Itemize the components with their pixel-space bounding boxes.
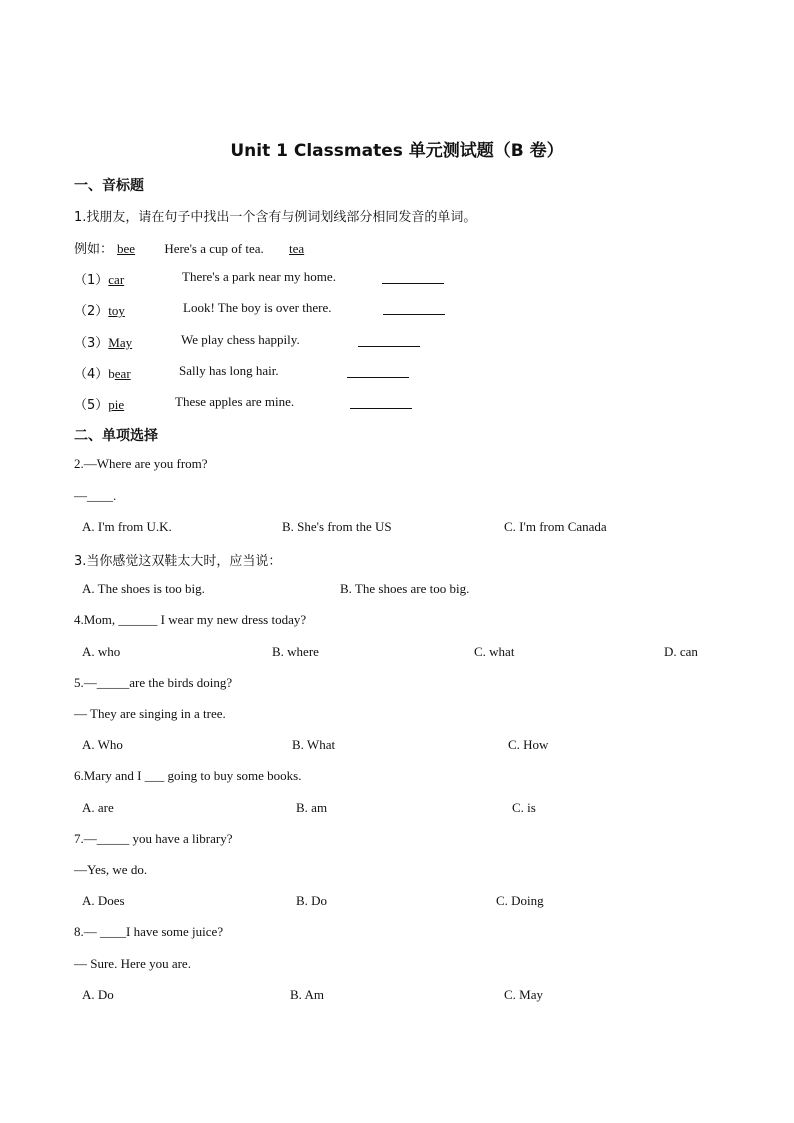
phonics-item-2 — [74, 300, 125, 319]
page-title: Unit 1 Classmates 单元测试题（B 卷） — [230, 141, 564, 161]
question-7-stem: 7.—_____ you have a library? — [74, 831, 233, 846]
question-7-line2: —Yes, we do. — [74, 862, 148, 877]
answer-blank[interactable] — [347, 365, 409, 378]
example-word: bee — [117, 241, 136, 256]
question-3-stem: 3.当你感觉这双鞋太大时，应当说： — [74, 554, 282, 569]
answer-blank[interactable] — [382, 271, 444, 284]
q7-option-a[interactable]: A. Does — [82, 893, 125, 908]
example-label: 例如： — [74, 242, 114, 257]
item-word: toy — [108, 303, 125, 318]
q6-option-b[interactable]: B. am — [296, 800, 328, 815]
q7-option-b[interactable]: B. Do — [296, 893, 328, 908]
section-1-heading: 一、音标题 — [74, 178, 144, 194]
phonics-item-1 — [74, 269, 124, 288]
q3-option-b[interactable]: B. The shoes are too big. — [340, 581, 470, 596]
item-number: （1） — [74, 273, 109, 288]
example-line — [74, 238, 316, 257]
q4-option-b[interactable]: B. where — [272, 644, 319, 659]
q7-option-c[interactable]: C. Doing — [496, 893, 544, 908]
example-answer: tea — [289, 241, 305, 256]
answer-blank[interactable] — [383, 302, 445, 315]
q4-option-a[interactable]: A. who — [82, 644, 121, 659]
question-5-stem: 5.—_____are the birds doing? — [74, 675, 233, 690]
item-word: May — [108, 335, 133, 350]
phonics-item-4 — [74, 363, 131, 382]
item-number: （2） — [74, 304, 109, 319]
q3-option-a[interactable]: A. The shoes is too big. — [82, 581, 205, 596]
q5-option-a[interactable]: A. Who — [82, 737, 123, 752]
question-6-stem: 6.Mary and I ___ going to buy some books. — [74, 768, 302, 783]
question-8-stem: 8.— ____I have some juice? — [74, 924, 224, 939]
answer-blank[interactable] — [350, 396, 412, 409]
q6-option-c[interactable]: C. is — [512, 800, 536, 815]
question-5-line2: — They are singing in a tree. — [74, 706, 226, 721]
question-8-line2: — Sure. Here you are. — [74, 956, 191, 971]
q2-option-b[interactable]: B. She's from the US — [282, 519, 392, 534]
phonics-item-3 — [74, 332, 132, 351]
item-sentence: We play chess happily. — [181, 332, 300, 347]
answer-blank[interactable] — [358, 334, 420, 347]
q8-option-c[interactable]: C. May — [504, 987, 543, 1002]
q6-option-a[interactable]: A. are — [82, 800, 114, 815]
item-sentence: Sally has long hair. — [179, 363, 279, 378]
item-sentence: These apples are mine. — [175, 394, 295, 409]
q8-option-b[interactable]: B. Am — [290, 987, 324, 1002]
question-2-answer-line: —____. — [74, 488, 117, 503]
item-sentence: There's a park near my home. — [182, 269, 336, 284]
item-word: pie — [108, 397, 125, 412]
question-1-stem: 1.找朋友，请在句子中找出一个含有与例词划线部分相同发音的单词。 — [74, 210, 477, 225]
q5-option-b[interactable]: B. What — [292, 737, 336, 752]
q4-option-d[interactable]: D. can — [664, 644, 698, 659]
item-number: （3） — [74, 336, 109, 351]
item-number: （5） — [74, 398, 109, 413]
question-4-stem: 4.Mom, ______ I wear my new dress today? — [74, 612, 307, 627]
q5-option-c[interactable]: C. How — [508, 737, 549, 752]
question-2-stem: 2.—Where are you from? — [74, 456, 208, 471]
q2-option-c[interactable]: C. I'm from Canada — [504, 519, 607, 534]
item-word: car — [108, 272, 125, 287]
phonics-item-5 — [74, 394, 124, 413]
section-2-heading: 二、单项选择 — [74, 428, 158, 444]
item-word: bear — [108, 366, 131, 381]
item-number: （4） — [74, 367, 109, 382]
item-sentence: Look! The boy is over there. — [183, 300, 332, 315]
q2-option-a[interactable]: A. I'm from U.K. — [82, 519, 172, 534]
example-sentence: Here's a cup of tea. — [164, 241, 264, 256]
q4-option-c[interactable]: C. what — [474, 644, 515, 659]
q8-option-a[interactable]: A. Do — [82, 987, 114, 1002]
